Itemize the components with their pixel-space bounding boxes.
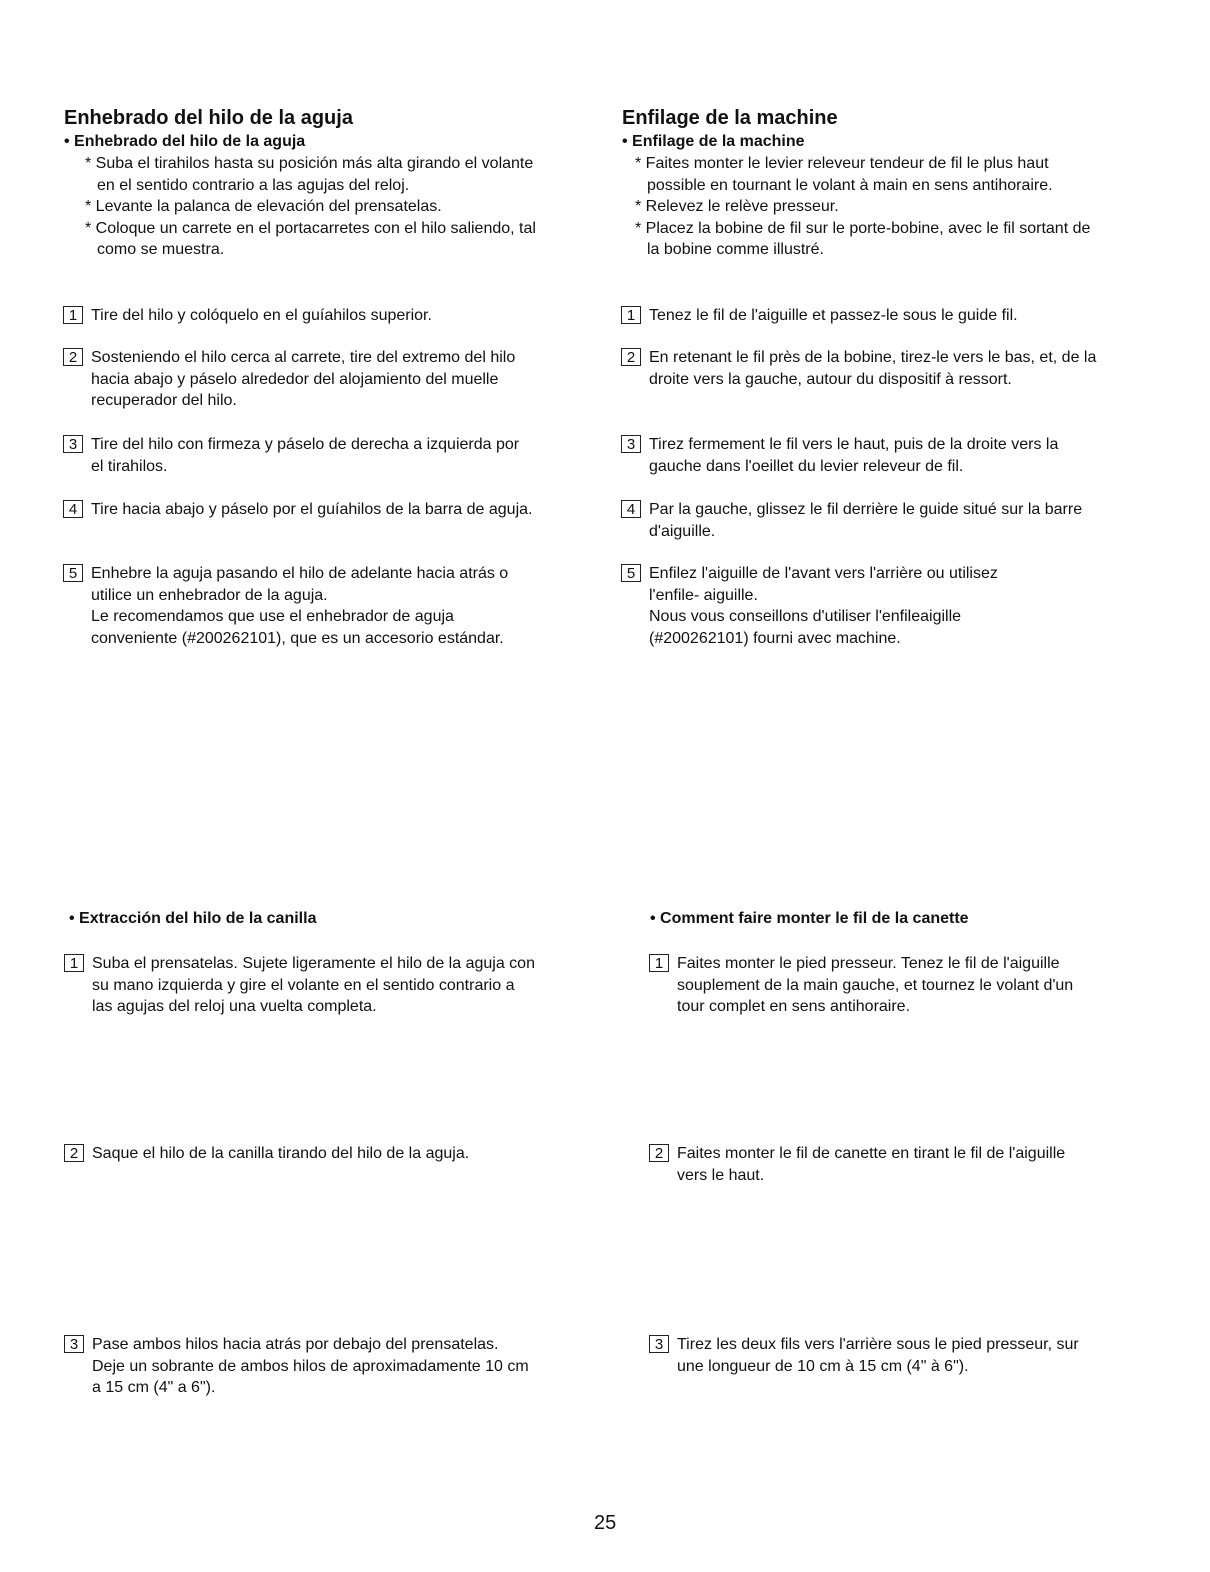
step-number-box: 4 xyxy=(63,500,83,518)
french-notes xyxy=(635,153,1090,261)
note-line: * Relevez le relève presseur. xyxy=(635,198,839,215)
step-line: (#200262101) fourni avec machine. xyxy=(649,629,901,647)
step-line: a 15 cm (4" a 6"). xyxy=(92,1379,216,1396)
step-line: Enhebre la aguja pasando el hilo de adelante hacia atrás o xyxy=(91,565,509,582)
step-line: Saque el hilo de la canilla tirando del hilo de la aguja. xyxy=(92,1145,470,1162)
page-number: 25 xyxy=(594,1512,617,1534)
note-line: * Coloque un carrete en el portacarretes con el hilo saliendo, tal xyxy=(85,219,536,237)
step-line: recuperador del hilo. xyxy=(91,392,237,409)
step-line: En retenant le fil près de la bobine, tirez-le vers le bas, et, de la xyxy=(649,349,1097,366)
step-number-box: 1 xyxy=(64,954,84,972)
step-line: vers le haut. xyxy=(677,1166,765,1184)
spanish-notes xyxy=(85,153,536,261)
note-line: * Suba el tirahilos hasta su posición más alta girando el volante xyxy=(85,155,534,172)
step-line: el tirahilos. xyxy=(91,457,168,475)
step-number-box: 2 xyxy=(621,348,641,366)
step-line: une longueur de 10 cm à 15 cm (4" à 6"). xyxy=(677,1357,969,1375)
step-number-box: 2 xyxy=(63,348,83,366)
note-line: en el sentido contrario a las agujas del reloj. xyxy=(97,176,410,194)
step-line: Tire del hilo y colóquelo en el guíahilos superior. xyxy=(91,307,432,324)
step-line: Tire del hilo con firmeza y páselo de derecha a izquierda por xyxy=(91,436,520,453)
step-number-box: 3 xyxy=(649,1335,669,1353)
step-number-box: 1 xyxy=(621,306,641,324)
step-number-box: 1 xyxy=(63,306,83,324)
step-line: Nous vous conseillons d'utiliser l'enfileaigille xyxy=(649,608,962,625)
step-number-box: 5 xyxy=(621,564,641,582)
note-line: possible en tournant le volant à main en sens antihoraire. xyxy=(647,176,1053,194)
note-line: * Levante la palanca de elevación del prensatelas. xyxy=(85,198,442,215)
step-line: hacia abajo y páselo alrededor del alojamiento del muelle xyxy=(91,370,499,388)
spanish-title: Enhebrado del hilo de la aguja xyxy=(64,107,353,129)
step-line: gauche dans l'oeillet du levier releveur de fil. xyxy=(649,457,964,475)
note-line: * Faites monter le levier releveur tendeur de fil le plus haut xyxy=(635,155,1049,172)
step-line: Pase ambos hilos hacia atrás por debajo del prensatelas. xyxy=(92,1336,499,1353)
spanish-bobbin-title: • Extracción del hilo de la canilla xyxy=(69,910,317,927)
step-line: las agujas del reloj una vuelta completa. xyxy=(92,998,377,1015)
step-number-box: 5 xyxy=(63,564,83,582)
note-line: la bobine comme illustré. xyxy=(647,241,824,258)
step-line: Le recomendamos que use el enhebrador de aguja xyxy=(91,608,454,625)
step-line: Par la gauche, glissez le fil derrière le guide situé sur la barre xyxy=(649,501,1083,518)
step-number-box: 2 xyxy=(649,1144,669,1162)
french-title: Enfilage de la machine xyxy=(622,107,838,129)
step-line: su mano izquierda y gire el volante en el sentido contrario a xyxy=(92,976,515,994)
step-line: tour complet en sens antihoraire. xyxy=(677,998,911,1015)
step-line: conveniente (#200262101), que es un accesorio estándar. xyxy=(91,629,504,647)
step-line: Enfilez l'aiguille de l'avant vers l'arrière ou utilisez xyxy=(649,565,998,582)
step-line: Tirez les deux fils vers l'arrière sous le pied presseur, sur xyxy=(677,1336,1079,1353)
note-line: * Placez la bobine de fil sur le porte-bobine, avec le fil sortant de xyxy=(635,219,1091,237)
french-bobbin-title: • Comment faire monter le fil de la canette xyxy=(650,910,969,927)
step-line: utilice un enhebrador de la aguja. xyxy=(91,586,328,604)
spanish-subtitle: • Enhebrado del hilo de la aguja xyxy=(64,133,306,150)
note-line: como se muestra. xyxy=(97,241,225,258)
step-number-box: 3 xyxy=(621,435,641,453)
step-line: Deje un sobrante de ambos hilos de aproximadamente 10 cm xyxy=(92,1357,529,1375)
step-line: Sosteniendo el hilo cerca al carrete, tire del extremo del hilo xyxy=(91,349,516,366)
step-line: Tenez le fil de l'aiguille et passez-le sous le guide fil. xyxy=(649,307,1018,324)
step-number-box: 3 xyxy=(63,435,83,453)
step-line: Suba el prensatelas. Sujete ligeramente el hilo de la aguja con xyxy=(92,955,535,972)
step-line: l'enfile- aiguille. xyxy=(649,586,758,604)
step-line: droite vers la gauche, autour du dispositif à ressort. xyxy=(649,370,1012,388)
step-line: Faites monter le pied presseur. Tenez le fil de l'aiguille xyxy=(677,955,1060,972)
french-subtitle: • Enfilage de la machine xyxy=(622,133,805,150)
step-number-box: 4 xyxy=(621,500,641,518)
step-line: Tire hacia abajo y páselo por el guíahilos de la barra de aguja. xyxy=(91,501,533,518)
step-number-box: 2 xyxy=(64,1144,84,1162)
step-line: d'aiguille. xyxy=(649,522,716,540)
step-number-box: 3 xyxy=(64,1335,84,1353)
step-number-box: 1 xyxy=(649,954,669,972)
step-line: Tirez fermement le fil vers le haut, puis de la droite vers la xyxy=(649,436,1059,453)
step-line: souplement de la main gauche, et tournez le volant d'un xyxy=(677,976,1074,994)
step-line: Faites monter le fil de canette en tirant le fil de l'aiguille xyxy=(677,1145,1066,1162)
